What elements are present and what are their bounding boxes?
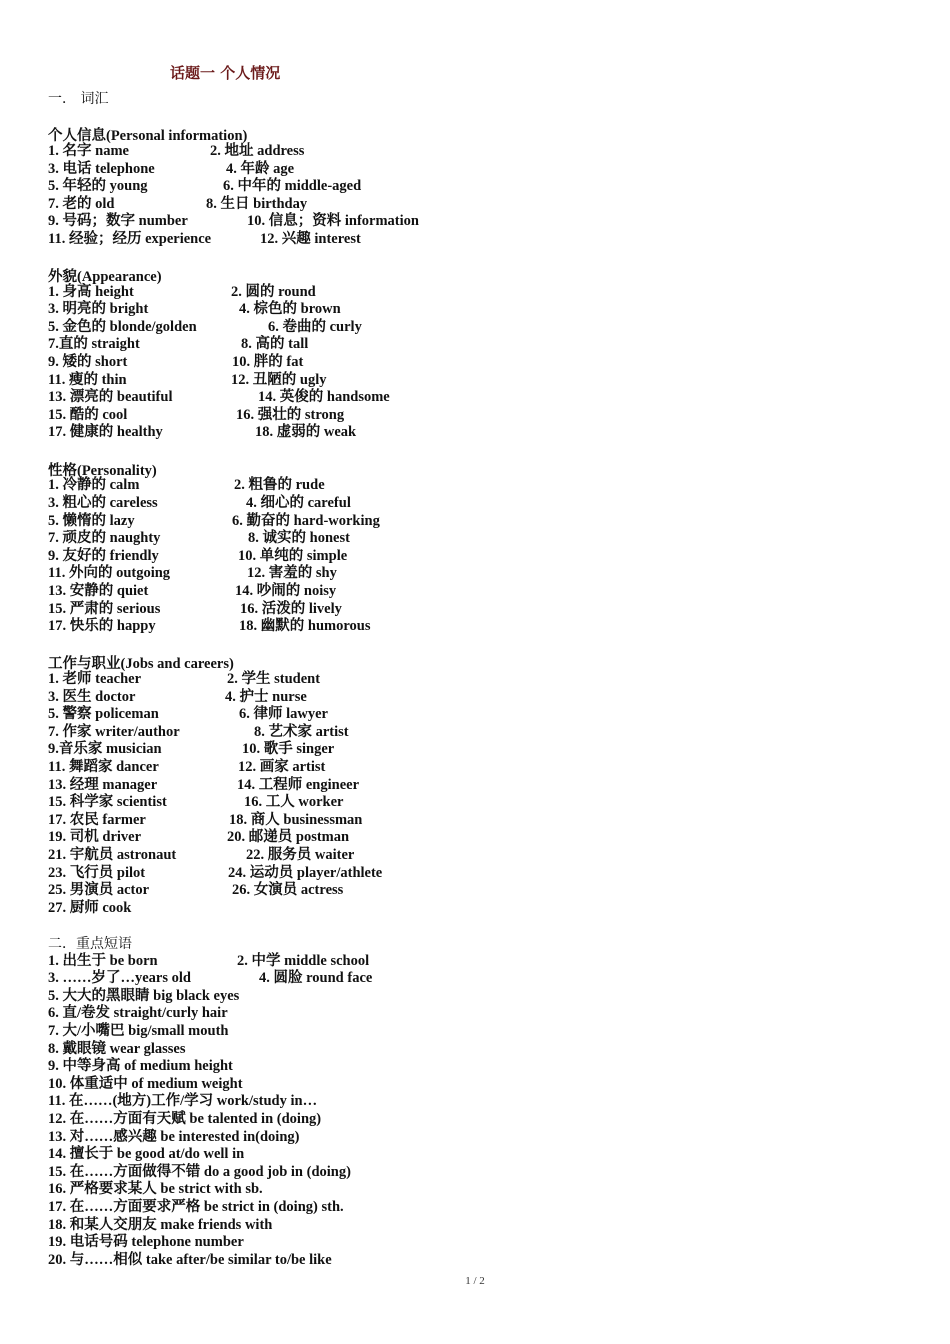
list-item: 3. ……岁了…years old 4. 圆脸 round face — [48, 970, 373, 986]
appearance-heading: 外貌(Appearance) — [48, 269, 162, 285]
list-item: 14. 擅长于 be good at/do well in — [48, 1146, 245, 1162]
list-item: 1. 出生于 be born 2. 中学 middle school — [48, 953, 370, 969]
list-item: 3. 明亮的 bright 4. 棕色的 brown — [48, 301, 341, 317]
section-vocabulary-heading: 一． 词汇 — [48, 91, 109, 107]
list-item: 7.直的 straight 8. 高的 tall — [48, 336, 309, 352]
list-item: 3. 粗心的 careless 4. 细心的 careful — [48, 495, 351, 511]
list-item: 7. 大/小嘴巴 big/small mouth — [48, 1023, 229, 1039]
list-item: 13. 漂亮的 beautiful 14. 英俊的 handsome — [48, 389, 390, 405]
list-item: 18. 和某人交朋友 make friends with — [48, 1217, 273, 1233]
list-item: 11. 外向的 outgoing 12. 害羞的 shy — [48, 565, 337, 581]
list-item: 9.音乐家 musician 10. 歌手 singer — [48, 741, 335, 757]
list-item: 17. 在……方面要求严格 be strict in (doing) sth. — [48, 1199, 344, 1215]
section-phrases-heading: 二．重点短语 — [48, 936, 132, 952]
list-item: 3. 电话 telephone 4. 年龄 age — [48, 161, 295, 177]
jobs-heading: 工作与职业(Jobs and careers) — [48, 656, 234, 672]
list-item: 21. 宇航员 astronaut 22. 服务员 waiter — [48, 847, 355, 863]
personality-heading: 性格(Personality) — [48, 463, 157, 479]
list-item: 17. 健康的 healthy 18. 虚弱的 weak — [48, 424, 357, 440]
list-item: 1. 身高 height 2. 圆的 round — [48, 284, 316, 300]
list-item: 5. 金色的 blonde/golden 6. 卷曲的 curly — [48, 319, 362, 335]
list-item: 7. 作家 writer/author 8. 艺术家 artist — [48, 724, 349, 740]
list-item: 13. 对……感兴趣 be interested in(doing) — [48, 1129, 300, 1145]
list-item: 27. 厨师 cook — [48, 900, 132, 916]
list-item: 1. 冷静的 calm 2. 粗鲁的 rude — [48, 477, 325, 493]
list-item: 12. 在……方面有天赋 be talented in (doing) — [48, 1111, 322, 1127]
list-item: 8. 戴眼镜 wear glasses — [48, 1041, 186, 1057]
list-item: 5. 警察 policeman 6. 律师 lawyer — [48, 706, 328, 722]
list-item: 13. 经理 manager 14. 工程师 engineer — [48, 777, 360, 793]
list-item: 5. 大大的黑眼睛 big black eyes — [48, 988, 240, 1004]
list-item: 9. 友好的 friendly 10. 单纯的 simple — [48, 548, 348, 564]
list-item: 15. 严肃的 serious 16. 活泼的 lively — [48, 601, 342, 617]
list-item: 9. 中等身高 of medium height — [48, 1058, 233, 1074]
list-item: 23. 飞行员 pilot 24. 运动员 player/athlete — [48, 865, 383, 881]
list-item: 5. 懒惰的 lazy 6. 勤奋的 hard-working — [48, 513, 380, 529]
list-item: 10. 体重适中 of medium weight — [48, 1076, 243, 1092]
page-number: 1 / 2 — [465, 1275, 485, 1287]
list-item: 15. 在……方面做得不错 do a good job in (doing) — [48, 1164, 351, 1180]
list-item: 15. 酷的 cool 16. 强壮的 strong — [48, 407, 345, 423]
list-item: 11. 经验；经历 experience 12. 兴趣 interest — [48, 231, 361, 247]
list-item: 6. 直/卷发 straight/curly hair — [48, 1005, 228, 1021]
list-item: 7. 老的 old 8. 生日 birthday — [48, 196, 308, 212]
list-item: 17. 快乐的 happy 18. 幽默的 humorous — [48, 618, 371, 634]
list-item: 11. 在……(地方)工作/学习 work/study in… — [48, 1093, 318, 1109]
list-item: 20. 与……相似 take after/be similar to/be like — [48, 1252, 332, 1268]
list-item: 1. 老师 teacher 2. 学生 student — [48, 671, 321, 687]
list-item: 19. 司机 driver 20. 邮递员 postman — [48, 829, 350, 845]
personal-info-heading: 个人信息(Personal information) — [48, 128, 248, 144]
list-item: 15. 科学家 scientist 16. 工人 worker — [48, 794, 344, 810]
list-item: 7. 顽皮的 naughty 8. 诚实的 honest — [48, 530, 350, 546]
list-item: 11. 舞蹈家 dancer 12. 画家 artist — [48, 759, 326, 775]
list-item: 13. 安静的 quiet 14. 吵闹的 noisy — [48, 583, 337, 599]
list-item: 11. 瘦的 thin 12. 丑陋的 ugly — [48, 372, 327, 388]
list-item: 25. 男演员 actor 26. 女演员 actress — [48, 882, 344, 898]
list-item: 17. 农民 farmer 18. 商人 businessman — [48, 812, 363, 828]
list-item: 5. 年轻的 young 6. 中年的 middle-aged — [48, 178, 362, 194]
list-item: 9. 号码；数字 number 10. 信息；资料 information — [48, 213, 419, 229]
list-item: 16. 严格要求某人 be strict with sb. — [48, 1181, 263, 1197]
list-item: 3. 医生 doctor 4. 护士 nurse — [48, 689, 307, 705]
list-item: 19. 电话号码 telephone number — [48, 1234, 244, 1250]
list-item: 1. 名字 name 2. 地址 address — [48, 143, 305, 159]
list-item: 9. 矮的 short 10. 胖的 fat — [48, 354, 304, 370]
page-title: 话题一 个人情况 — [170, 64, 281, 82]
